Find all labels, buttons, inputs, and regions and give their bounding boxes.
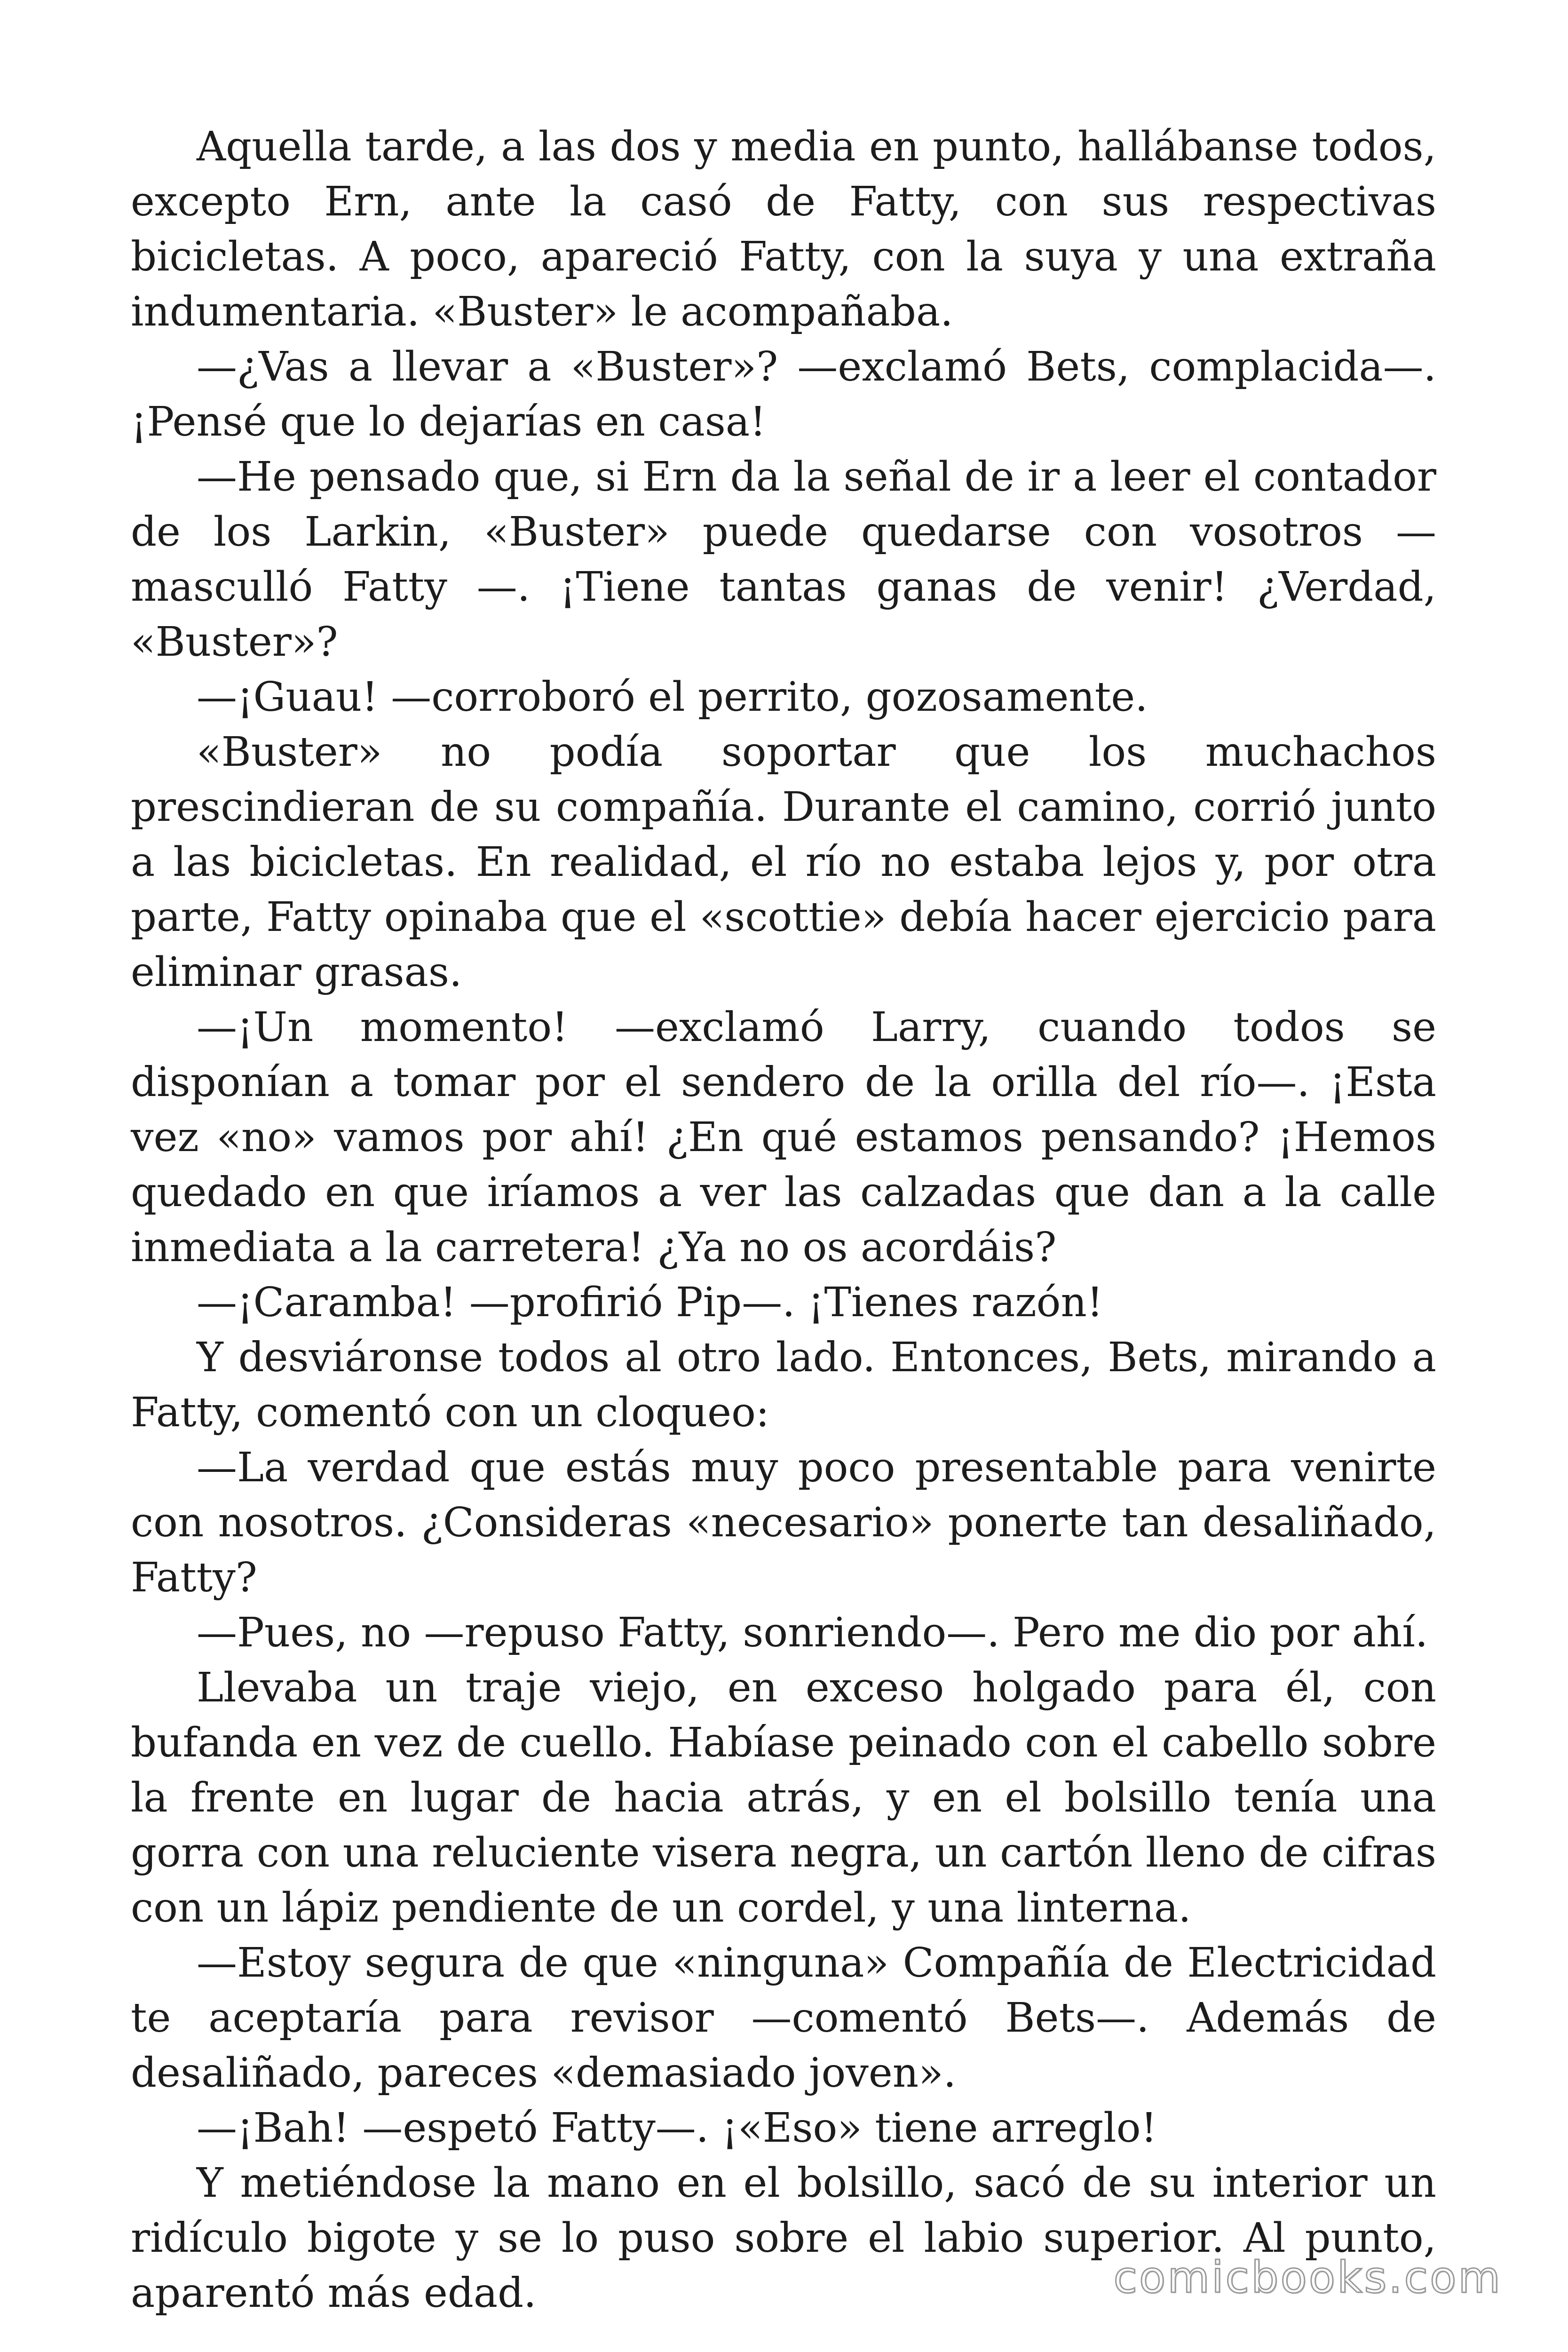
paragraph: —¡Guau! —corroboró el perrito, gozosamente. xyxy=(197,674,1148,721)
paragraph: «Buster» no podía soportar que los muchachos prescindieran de su compañía. Durante el camino, corrió junto a las bicicletas. En realidad, el río no estaba lejos y, por otra parte, Fatty opinaba que el «scottie» debía hacer ejercicio para eliminar grasas. xyxy=(131,729,1436,996)
paragraph: —La verdad que estás muy poco presentable para venirte con nosotros. ¿Consideras «necesario» ponerte tan desaliñado, Fatty? xyxy=(131,1444,1436,1601)
paragraph: —He pensado que, si Ern da la señal de ir a leer el contador de los Larkin, «Buster» puede quedarse con vosotros —masculló Fatty —. ¡Tiene tantas ganas de venir! ¿Verdad, «Buster»? xyxy=(131,453,1436,666)
paragraph: —¿Vas a llevar a «Buster»? —exclamó Bets, complacida—. ¡Pensé que lo dejarías en casa! xyxy=(131,343,1436,445)
paragraph: —¡Caramba! —profirió Pip—. ¡Tienes razón! xyxy=(197,1279,1103,1326)
paragraph: —Estoy segura de que «ninguna» Compañía de Electricidad te aceptaría para revisor —comentó Bets—. Además de desaliñado, pareces «demasiado joven». xyxy=(131,1939,1436,2097)
paragraph: Y desviáronse todos al otro lado. Entonces, Bets, mirando a Fatty, comentó con un cloqueo: xyxy=(131,1334,1436,1436)
paragraph: Llevaba un traje viejo, en exceso holgado para él, con bufanda en vez de cuello. Habíase peinado con el cabello sobre la frente en lugar de hacia atrás, y en el bolsillo tenía una gorra con una reluciente visera negra, un cartón lleno de cifras con un lápiz pendiente de un cordel, y una linterna. xyxy=(131,1664,1436,1931)
paragraph: —Pues, no —repuso Fatty, sonriendo—. Pero me dio por ahí. xyxy=(197,1609,1428,1656)
watermark: comicbooks.com xyxy=(1113,2252,1502,2303)
body-text xyxy=(131,119,1436,2321)
paragraph: —¡Bah! —espetó Fatty—. ¡«Eso» tiene arreglo! xyxy=(197,2105,1157,2152)
paragraph: —¡Un momento! —exclamó Larry, cuando todos se disponían a tomar por el sendero de la orilla del río—. ¡Esta vez «no» vamos por ahí! ¿En qué estamos pensando? ¡Hemos quedado en que iríamos a ver las calzadas que dan a la calle inmediata a la carretera! ¿Ya no os acordáis? xyxy=(131,1004,1436,1271)
paragraph: Aquella tarde, a las dos y media en punto, hallábanse todos, excepto Ern, ante la casó de Fatty, con sus respectivas bicicletas. A poco, apareció Fatty, con la suya y una extraña indumentaria. «Buster» le acompañaba. xyxy=(131,123,1436,335)
paragraph: Y metiéndose la mano en el bolsillo, sacó de su interior un ridículo bigote y se lo puso sobre el labio superior. Al punto, aparentó más edad. xyxy=(131,2160,1436,2317)
